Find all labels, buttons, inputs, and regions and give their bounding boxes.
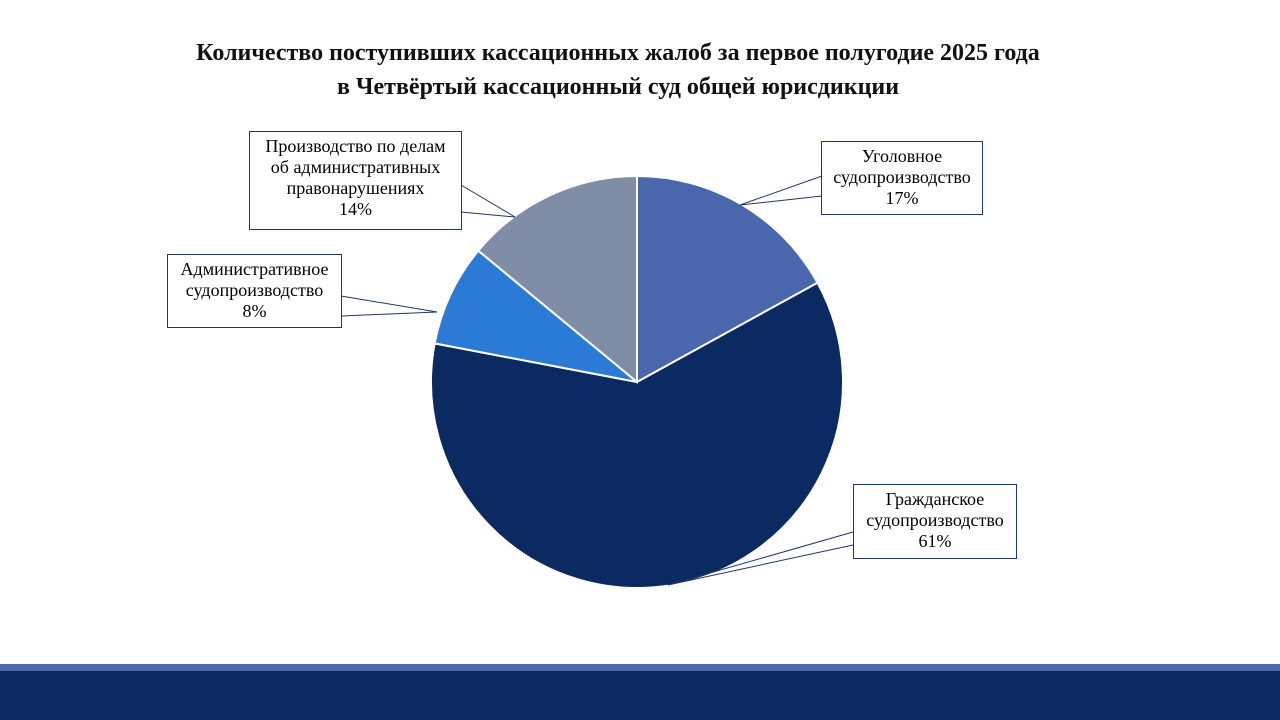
data-label-text: правонарушениях <box>286 178 425 198</box>
data-label-2 <box>853 484 1017 559</box>
chart-title-line-2: в Четвёртый кассационный суд общей юрисдикции <box>336 74 900 100</box>
data-label-text: об административных <box>270 157 441 177</box>
chart-title-line-1: Количество поступивших кассационных жалоб за первое полугодие 2025 года <box>196 40 1040 66</box>
data-label-text: судопроизводство <box>866 510 1004 530</box>
leader-line-3 <box>341 296 437 316</box>
data-label-text: Административное <box>180 259 329 279</box>
data-label-text: Производство по делам <box>265 136 446 156</box>
data-label-text: судопроизводство <box>185 280 324 300</box>
data-label-value: 14% <box>339 199 372 219</box>
footer-band <box>0 671 1280 720</box>
data-label-text: Гражданское <box>885 489 985 509</box>
leader-line-1 <box>740 176 822 205</box>
leader-line-4 <box>461 185 515 217</box>
footer-band-accent <box>0 664 1280 671</box>
data-label-text: судопроизводство <box>833 167 971 187</box>
data-label-value: 61% <box>918 531 952 551</box>
data-label-text: Уголовное <box>861 146 943 166</box>
data-label-1 <box>821 141 983 215</box>
data-label-value: 17% <box>885 188 919 208</box>
data-label-3 <box>167 254 342 328</box>
data-label-4 <box>249 131 462 230</box>
data-label-value: 8% <box>242 301 267 321</box>
